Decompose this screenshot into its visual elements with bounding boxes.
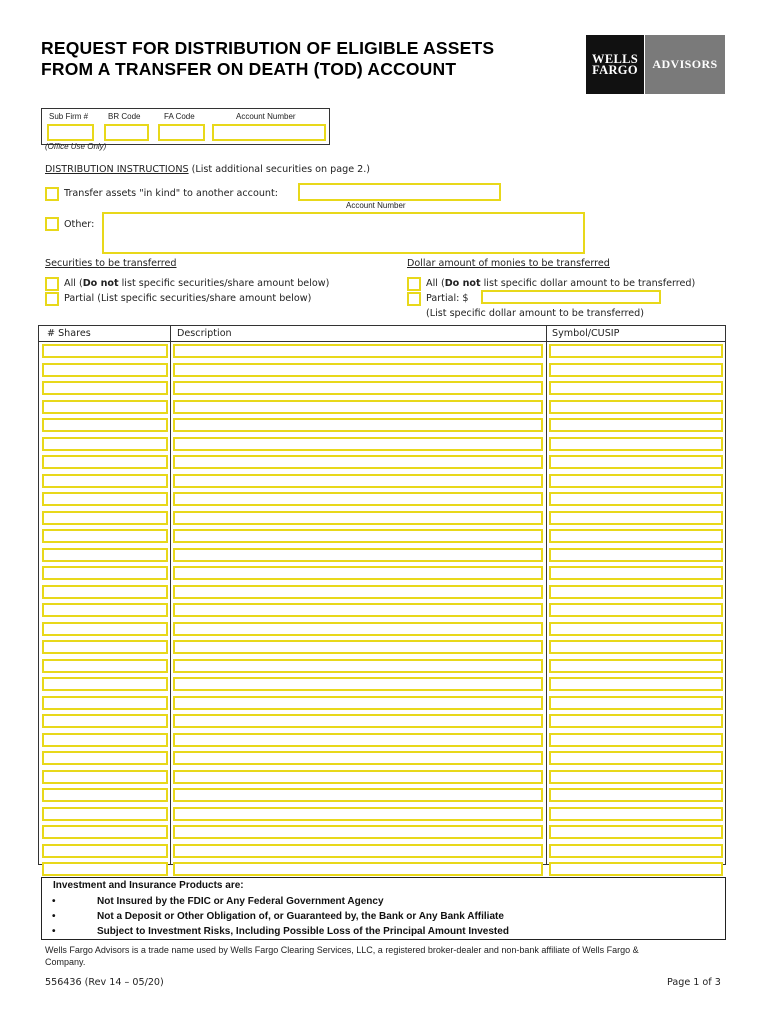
shares-input[interactable] xyxy=(42,381,168,395)
shares-input[interactable] xyxy=(42,400,168,414)
description-input[interactable] xyxy=(173,381,543,395)
shares-input[interactable] xyxy=(42,696,168,710)
shares-input[interactable] xyxy=(42,640,168,654)
description-input[interactable] xyxy=(173,862,543,876)
logo-wells: WELLS xyxy=(592,51,638,66)
page-number: Page 1 of 3 xyxy=(667,977,721,988)
description-input[interactable] xyxy=(173,474,543,488)
description-input[interactable] xyxy=(173,585,543,599)
shares-input[interactable] xyxy=(42,455,168,469)
shares-input[interactable] xyxy=(42,585,168,599)
symbol-cusip-input[interactable] xyxy=(549,566,723,580)
dollars-partial-amount-input[interactable] xyxy=(481,290,661,304)
br-code-label: BR Code xyxy=(108,112,141,121)
description-input[interactable] xyxy=(173,529,543,543)
col-header-symbol-cusip: Symbol/CUSIP xyxy=(552,328,620,339)
trade-name-line-1: Wells Fargo Advisors is a trade name used by Wells Fargo Clearing Services, LLC, a registered broker-dealer and non-bank affiliate of Wells Fargo & xyxy=(45,945,639,955)
logo-advisors-block: ADVISORS xyxy=(645,35,725,94)
symbol-cusip-input[interactable] xyxy=(549,437,723,451)
table-divider-2 xyxy=(546,326,547,864)
shares-input[interactable] xyxy=(42,437,168,451)
disclosure-item-2: Not a Deposit or Other Obligation of, or Guaranteed by, the Bank or Any Bank Affiliate xyxy=(97,911,504,922)
symbol-cusip-input[interactable] xyxy=(549,622,723,636)
description-input[interactable] xyxy=(173,566,543,580)
transfer-account-number-caption: Account Number xyxy=(346,201,406,210)
dollars-all-bold: Do not xyxy=(444,278,481,289)
page-title xyxy=(41,38,581,80)
symbol-cusip-input[interactable] xyxy=(549,492,723,506)
symbol-cusip-input[interactable] xyxy=(549,529,723,543)
shares-input[interactable] xyxy=(42,622,168,636)
description-input[interactable] xyxy=(173,825,543,839)
form-code: 556436 (Rev 14 – 05/20) xyxy=(45,977,164,988)
description-input[interactable] xyxy=(173,622,543,636)
office-use-note: (Office Use Only) xyxy=(45,142,107,151)
description-input[interactable] xyxy=(173,770,543,784)
dollars-all-checkbox[interactable] xyxy=(407,277,421,291)
description-input[interactable] xyxy=(173,807,543,821)
description-input[interactable] xyxy=(173,733,543,747)
description-input[interactable] xyxy=(173,714,543,728)
symbol-cusip-input[interactable] xyxy=(549,511,723,525)
dollars-all-label xyxy=(426,278,695,289)
shares-input[interactable] xyxy=(42,862,168,876)
securities-all-bold: Do not xyxy=(82,278,119,289)
description-input[interactable] xyxy=(173,548,543,562)
symbol-cusip-input[interactable] xyxy=(549,844,723,858)
dollars-all-prefix: All ( xyxy=(426,278,445,289)
disclosure-heading: Investment and Insurance Products are: xyxy=(53,880,244,891)
shares-input[interactable] xyxy=(42,363,168,377)
description-input[interactable] xyxy=(173,603,543,617)
symbol-cusip-input[interactable] xyxy=(549,363,723,377)
symbol-cusip-input[interactable] xyxy=(549,770,723,784)
description-input[interactable] xyxy=(173,492,543,506)
disclosure-item-1: Not Insured by the FDIC or Any Federal Government Agency xyxy=(97,896,384,907)
symbol-cusip-input[interactable] xyxy=(549,474,723,488)
distribution-heading-note: (List additional securities on page 2.) xyxy=(188,164,371,175)
shares-input[interactable] xyxy=(42,566,168,580)
shares-input[interactable] xyxy=(42,714,168,728)
fa-code-label: FA Code xyxy=(164,112,195,121)
securities-partial-checkbox[interactable] xyxy=(45,292,59,306)
securities-partial-label: Partial (List specific securities/share amount below) xyxy=(64,293,312,304)
description-input[interactable] xyxy=(173,363,543,377)
account-number-input[interactable] xyxy=(212,124,326,141)
symbol-cusip-input[interactable] xyxy=(549,807,723,821)
dollars-partial-note: (List specific dollar amount to be transferred) xyxy=(426,308,644,319)
description-input[interactable] xyxy=(173,511,543,525)
description-input[interactable] xyxy=(173,696,543,710)
br-code-input[interactable] xyxy=(104,124,149,141)
sub-firm-input[interactable] xyxy=(47,124,94,141)
fa-code-input[interactable] xyxy=(158,124,205,141)
description-input[interactable] xyxy=(173,844,543,858)
shares-input[interactable] xyxy=(42,492,168,506)
shares-input[interactable] xyxy=(42,788,168,802)
shares-input[interactable] xyxy=(42,825,168,839)
disclosure-item-3: Subject to Investment Risks, Including Possible Loss of the Principal Amount Invested xyxy=(97,926,509,937)
symbol-cusip-input[interactable] xyxy=(549,714,723,728)
other-checkbox[interactable] xyxy=(45,217,59,231)
other-instructions-input[interactable] xyxy=(102,212,585,254)
description-input[interactable] xyxy=(173,344,543,358)
symbol-cusip-input[interactable] xyxy=(549,862,723,876)
shares-input[interactable] xyxy=(42,807,168,821)
disclosure-box xyxy=(41,877,726,940)
bullet-1: • xyxy=(52,896,56,907)
symbol-cusip-input[interactable] xyxy=(549,603,723,617)
description-input[interactable] xyxy=(173,437,543,451)
symbol-cusip-input[interactable] xyxy=(549,344,723,358)
securities-all-label xyxy=(64,278,329,289)
shares-input[interactable] xyxy=(42,844,168,858)
transfer-in-kind-label: Transfer assets "in kind" to another account: xyxy=(64,188,278,199)
bullet-2: • xyxy=(52,911,56,922)
description-input[interactable] xyxy=(173,400,543,414)
symbol-cusip-input[interactable] xyxy=(549,659,723,673)
description-input[interactable] xyxy=(173,677,543,691)
symbol-cusip-input[interactable] xyxy=(549,677,723,691)
symbol-cusip-input[interactable] xyxy=(549,400,723,414)
transfer-account-number-input[interactable] xyxy=(298,183,501,201)
symbol-cusip-input[interactable] xyxy=(549,751,723,765)
symbol-cusip-input[interactable] xyxy=(549,455,723,469)
col-header-description: Description xyxy=(177,328,232,339)
shares-input[interactable] xyxy=(42,529,168,543)
description-input[interactable] xyxy=(173,455,543,469)
col-header-shares: # Shares xyxy=(47,328,91,339)
symbol-cusip-input[interactable] xyxy=(549,733,723,747)
table-divider-1 xyxy=(170,326,171,864)
symbol-cusip-input[interactable] xyxy=(549,640,723,654)
distribution-heading-text: DISTRIBUTION INSTRUCTIONS xyxy=(45,164,189,175)
wells-fargo-advisors-logo xyxy=(586,35,725,94)
description-input[interactable] xyxy=(173,640,543,654)
securities-all-prefix: All ( xyxy=(64,278,83,289)
table-header-line xyxy=(39,341,725,342)
symbol-cusip-input[interactable] xyxy=(549,788,723,802)
symbol-cusip-input[interactable] xyxy=(549,585,723,599)
office-use-box xyxy=(41,108,330,145)
shares-input[interactable] xyxy=(42,474,168,488)
description-input[interactable] xyxy=(173,751,543,765)
securities-heading: Securities to be transferred xyxy=(45,258,177,269)
symbol-cusip-input[interactable] xyxy=(549,696,723,710)
dollars-partial-checkbox[interactable] xyxy=(407,292,421,306)
shares-input[interactable] xyxy=(42,659,168,673)
shares-input[interactable] xyxy=(42,770,168,784)
shares-input[interactable] xyxy=(42,548,168,562)
dollars-heading: Dollar amount of monies to be transferred xyxy=(407,258,610,269)
securities-all-suffix: list specific securities/share amount below) xyxy=(118,278,330,289)
symbol-cusip-input[interactable] xyxy=(549,825,723,839)
shares-input[interactable] xyxy=(42,751,168,765)
shares-input[interactable] xyxy=(42,733,168,747)
logo-wells-fargo-block xyxy=(586,35,644,94)
description-input[interactable] xyxy=(173,418,543,432)
securities-table xyxy=(38,325,726,865)
sub-firm-label: Sub Firm # xyxy=(49,112,89,121)
trade-name-line-2: Company. xyxy=(45,957,86,967)
shares-input[interactable] xyxy=(42,677,168,691)
symbol-cusip-input[interactable] xyxy=(549,418,723,432)
transfer-in-kind-checkbox[interactable] xyxy=(45,187,59,201)
logo-fargo: FARGO xyxy=(592,62,638,77)
dollars-all-suffix: list specific dollar amount to be transferred) xyxy=(480,278,696,289)
symbol-cusip-input[interactable] xyxy=(549,548,723,562)
shares-input[interactable] xyxy=(42,418,168,432)
account-number-label: Account Number xyxy=(236,112,296,121)
description-input[interactable] xyxy=(173,788,543,802)
trade-name-note xyxy=(45,944,725,968)
description-input[interactable] xyxy=(173,659,543,673)
bullet-3: • xyxy=(52,926,56,937)
securities-all-checkbox[interactable] xyxy=(45,277,59,291)
title-line-1: REQUEST FOR DISTRIBUTION OF ELIGIBLE ASSETS xyxy=(41,38,495,58)
title-line-2: FROM A TRANSFER ON DEATH (TOD) ACCOUNT xyxy=(41,59,457,79)
shares-input[interactable] xyxy=(42,511,168,525)
dollars-partial-label: Partial: $ xyxy=(426,293,469,304)
other-label: Other: xyxy=(64,219,95,230)
shares-input[interactable] xyxy=(42,603,168,617)
distribution-instructions-heading xyxy=(45,164,370,175)
shares-input[interactable] xyxy=(42,344,168,358)
symbol-cusip-input[interactable] xyxy=(549,381,723,395)
